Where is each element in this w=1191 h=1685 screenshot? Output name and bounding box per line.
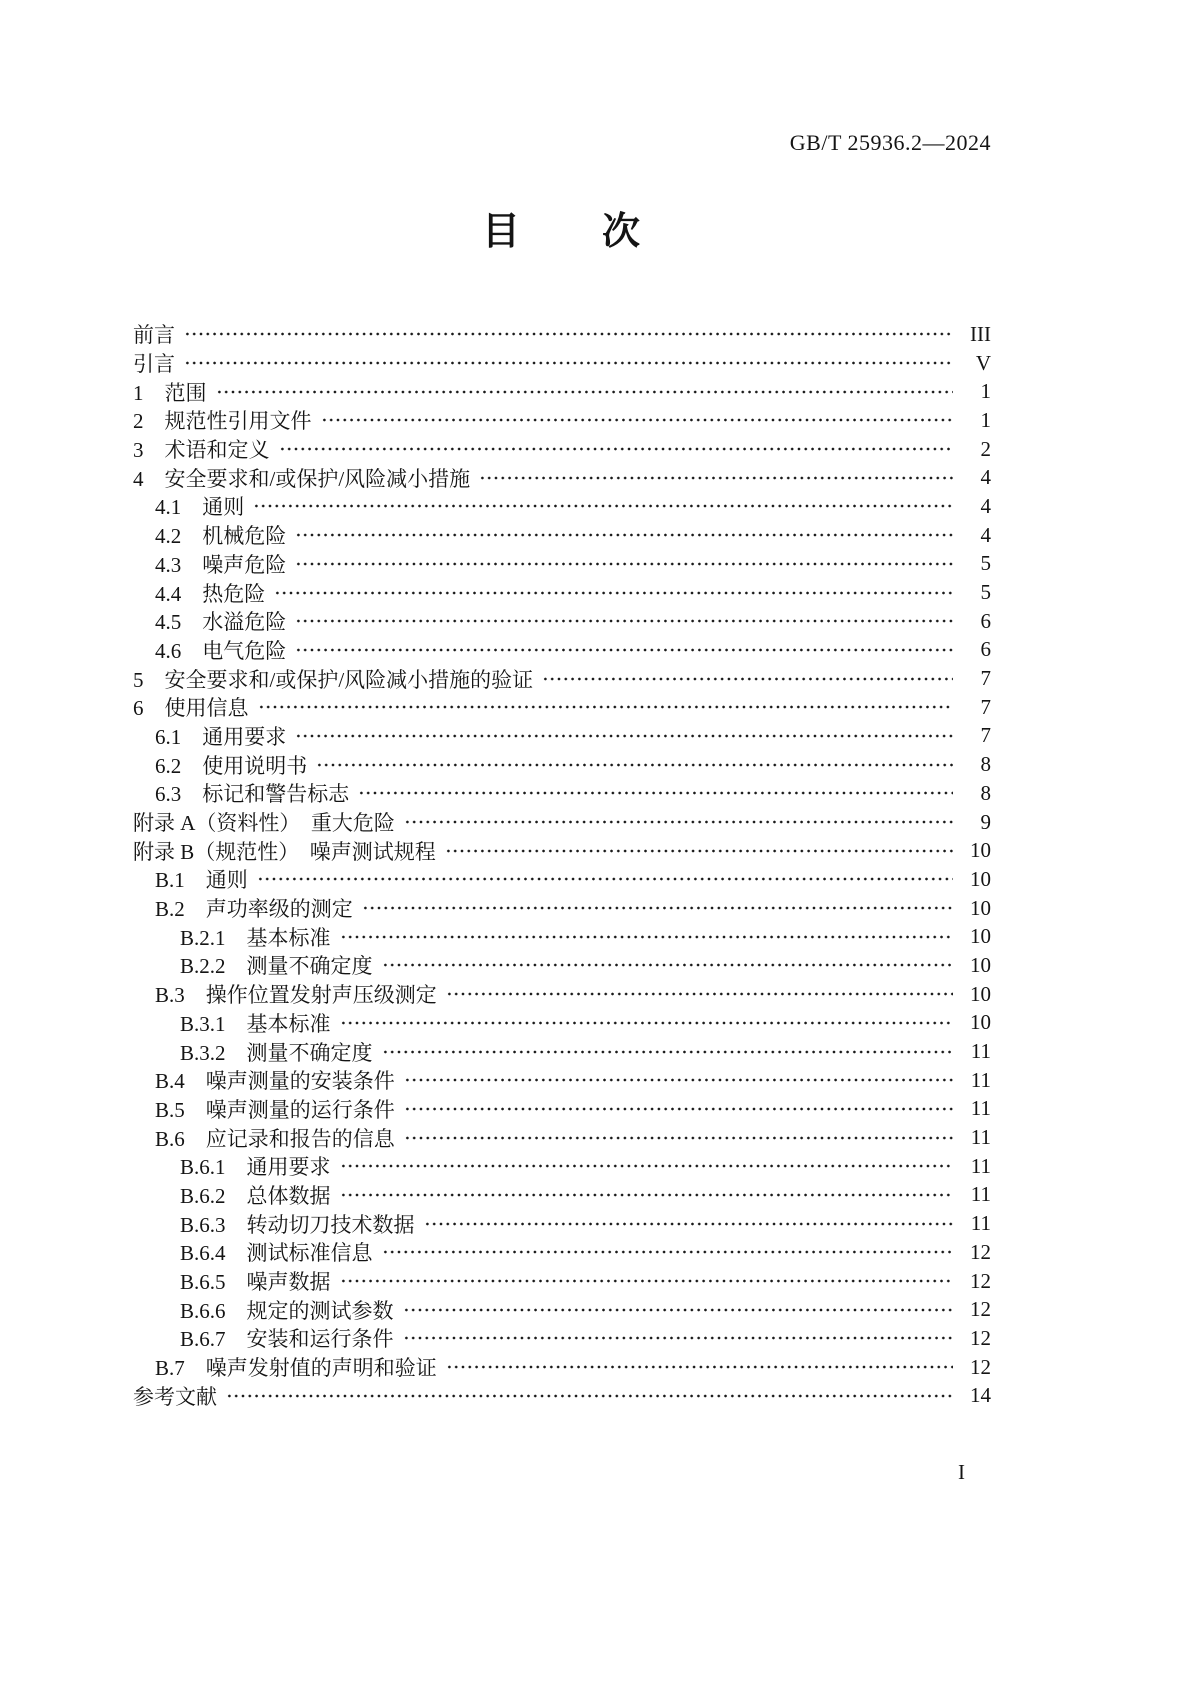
toc-entry-label: B.6.2 总体数据 bbox=[180, 1183, 331, 1208]
toc-dot-leader bbox=[295, 533, 953, 537]
toc-entry-label: B.6.3 转动切刀技术数据 bbox=[180, 1212, 415, 1237]
toc-entry bbox=[133, 779, 991, 808]
toc-entry-page: 12 bbox=[970, 1239, 991, 1264]
toc-entry-page: 10 bbox=[970, 895, 991, 920]
toc-dot-leader bbox=[382, 963, 953, 967]
toc-entry bbox=[133, 550, 991, 579]
toc-entry-label: 5 安全要求和/或保护/风险减小措施的验证 bbox=[133, 667, 534, 692]
toc-entry-label: B.2.2 测量不确定度 bbox=[180, 954, 373, 979]
toc-entry-page: 10 bbox=[970, 838, 991, 863]
toc-dot-leader bbox=[274, 591, 953, 595]
toc-entry-label: 参考文献 bbox=[133, 1384, 217, 1409]
toc-entry bbox=[133, 980, 991, 1009]
toc-entry-page: 9 bbox=[980, 809, 991, 834]
toc-dot-leader bbox=[253, 504, 953, 508]
toc-entry-label: B.2.1 基本标准 bbox=[180, 925, 331, 950]
toc-entry bbox=[133, 463, 991, 492]
toc-entry bbox=[133, 1324, 991, 1353]
toc-entry-page: 4 bbox=[980, 465, 991, 490]
toc-entry-label: 4.5 水溢危险 bbox=[155, 610, 287, 635]
toc-entry-label: 6.1 通用要求 bbox=[155, 724, 287, 749]
toc-dot-leader bbox=[404, 820, 953, 824]
toc-dot-leader bbox=[340, 1279, 953, 1283]
toc-entry-page: 5 bbox=[980, 551, 991, 576]
toc-entry-page: 8 bbox=[980, 752, 991, 777]
toc-entry bbox=[133, 894, 991, 923]
toc-entry-page: 11 bbox=[970, 1096, 991, 1121]
toc-entry-page: 11 bbox=[970, 1125, 991, 1150]
toc-entry-page: 11 bbox=[970, 1039, 991, 1064]
toc-dot-leader bbox=[445, 849, 953, 853]
toc-entry-label: 引言 bbox=[133, 352, 175, 377]
toc-entry-label: 1 范围 bbox=[133, 380, 207, 405]
toc-entry-label: 4.4 热危险 bbox=[155, 581, 266, 606]
toc-entry-label: 6.2 使用说明书 bbox=[155, 753, 308, 778]
toc-dot-leader bbox=[340, 1021, 953, 1025]
toc-entry bbox=[133, 1181, 991, 1210]
standard-number: GB/T 25936.2—2024 bbox=[789, 130, 991, 155]
toc-entry-page: V bbox=[975, 350, 991, 375]
toc-entry-page: 10 bbox=[970, 866, 991, 891]
toc-entry bbox=[133, 922, 991, 951]
toc-entry-label: 4.2 机械危险 bbox=[155, 524, 287, 549]
toc-entry bbox=[133, 1066, 991, 1095]
toc-entry bbox=[133, 1152, 991, 1181]
toc-entry bbox=[133, 664, 991, 693]
toc-entry bbox=[133, 1009, 991, 1038]
toc-dot-leader bbox=[403, 1336, 953, 1340]
toc-entry bbox=[133, 492, 991, 521]
toc-entry-label: 4.1 通则 bbox=[155, 495, 245, 520]
toc-dot-leader bbox=[316, 763, 953, 767]
toc-entry-page: 7 bbox=[980, 666, 991, 691]
toc-dot-leader bbox=[446, 1365, 953, 1369]
toc-entry-label: 4.3 噪声危险 bbox=[155, 552, 287, 577]
toc-dot-leader bbox=[424, 1222, 953, 1226]
toc-entry bbox=[133, 377, 991, 406]
toc-entry-label: B.3 操作位置发射声压级测定 bbox=[155, 983, 437, 1008]
toc-dot-leader bbox=[362, 906, 953, 910]
toc-dot-leader bbox=[404, 1078, 953, 1082]
toc-dot-leader bbox=[382, 1250, 953, 1254]
toc-entry-page: 8 bbox=[980, 780, 991, 805]
toc-entry-label: 附录 A（资料性） 重大危险 bbox=[133, 811, 395, 836]
toc-entry-page: 12 bbox=[970, 1354, 991, 1379]
toc-entry-label: B.2 声功率级的测定 bbox=[155, 897, 353, 922]
toc-entry-page: 4 bbox=[980, 493, 991, 518]
toc-entry bbox=[133, 636, 991, 665]
toc-list bbox=[133, 320, 991, 1410]
toc-dot-leader bbox=[184, 332, 953, 336]
toc-entry bbox=[133, 1353, 991, 1382]
toc-dot-leader bbox=[295, 619, 953, 623]
toc-dot-leader bbox=[295, 648, 953, 652]
toc-title: 目 次 bbox=[481, 211, 642, 253]
footer-page-number: I bbox=[958, 1460, 965, 1484]
toc-entry bbox=[133, 1209, 991, 1238]
toc-entry-label: 6 使用信息 bbox=[133, 696, 249, 721]
toc-entry-page: 11 bbox=[970, 1211, 991, 1236]
toc-entry bbox=[133, 693, 991, 722]
toc-entry-page: 10 bbox=[970, 924, 991, 949]
toc-entry-label: 附录 B（规范性） 噪声测试规程 bbox=[133, 839, 436, 864]
toc-entry-label: B.6 应记录和报告的信息 bbox=[155, 1126, 395, 1151]
toc-entry-page: 7 bbox=[980, 694, 991, 719]
toc-dot-leader bbox=[358, 791, 953, 795]
toc-entry bbox=[133, 1238, 991, 1267]
toc-entry bbox=[133, 607, 991, 636]
toc-entry bbox=[133, 1267, 991, 1296]
toc-entry-page: 10 bbox=[970, 1010, 991, 1035]
toc-entry-page: 10 bbox=[970, 952, 991, 977]
toc-entry-page: 5 bbox=[980, 580, 991, 605]
toc-entry bbox=[133, 865, 991, 894]
toc-entry-page: 7 bbox=[980, 723, 991, 748]
toc-entry bbox=[133, 435, 991, 464]
toc-entry-page: 12 bbox=[970, 1268, 991, 1293]
toc-entry-label: 6.3 标记和警告标志 bbox=[155, 782, 350, 807]
toc-dot-leader bbox=[382, 1050, 953, 1054]
toc-dot-leader bbox=[295, 734, 953, 738]
toc-entry-label: B.3.2 测量不确定度 bbox=[180, 1040, 373, 1065]
toc-entry bbox=[133, 578, 991, 607]
toc-entry bbox=[133, 722, 991, 751]
toc-entry-page: 1 bbox=[980, 407, 991, 432]
toc-entry bbox=[133, 349, 991, 378]
toc-dot-leader bbox=[340, 1164, 953, 1168]
toc-entry-label: 4.6 电气危险 bbox=[155, 638, 287, 663]
toc-entry-page: 6 bbox=[980, 637, 991, 662]
toc-dot-leader bbox=[446, 992, 953, 996]
toc-entry bbox=[133, 1381, 991, 1410]
toc-entry bbox=[133, 320, 991, 349]
toc-dot-leader bbox=[479, 476, 953, 480]
toc-entry-label: 3 术语和定义 bbox=[133, 438, 270, 463]
toc-entry-page: 10 bbox=[970, 981, 991, 1006]
toc-entry bbox=[133, 406, 991, 435]
toc-entry-label: B.6.7 安装和运行条件 bbox=[180, 1327, 394, 1352]
toc-dot-leader bbox=[321, 418, 954, 422]
toc-entry-page: 6 bbox=[980, 608, 991, 633]
toc-entry-page: III bbox=[970, 321, 991, 346]
toc-entry-page: 11 bbox=[970, 1067, 991, 1092]
toc-entry-page: 14 bbox=[970, 1383, 991, 1408]
toc-entry-label: 2 规范性引用文件 bbox=[133, 409, 312, 434]
toc-dot-leader bbox=[258, 705, 954, 709]
toc-dot-leader bbox=[216, 390, 954, 394]
toc-entry-page: 1 bbox=[980, 379, 991, 404]
toc-entry-label: B.6.5 噪声数据 bbox=[180, 1270, 331, 1295]
toc-entry-page: 12 bbox=[970, 1325, 991, 1350]
toc-dot-leader bbox=[295, 562, 953, 566]
toc-entry-label: B.6.6 规定的测试参数 bbox=[180, 1298, 394, 1323]
toc-dot-leader bbox=[542, 677, 953, 681]
toc-dot-leader bbox=[226, 1394, 953, 1398]
toc-entry-page: 4 bbox=[980, 522, 991, 547]
toc-entry bbox=[133, 808, 991, 837]
toc-dot-leader bbox=[257, 877, 953, 881]
toc-dot-leader bbox=[404, 1136, 953, 1140]
toc-entry-page: 11 bbox=[970, 1153, 991, 1178]
toc-entry-label: B.7 噪声发射值的声明和验证 bbox=[155, 1356, 437, 1381]
toc-entry-page: 11 bbox=[970, 1182, 991, 1207]
toc-entry bbox=[133, 1123, 991, 1152]
toc-dot-leader bbox=[184, 361, 953, 365]
toc-dot-leader bbox=[279, 447, 954, 451]
toc-entry bbox=[133, 750, 991, 779]
toc-dot-leader bbox=[404, 1107, 953, 1111]
toc-dot-leader bbox=[340, 1193, 953, 1197]
toc-entry bbox=[133, 521, 991, 550]
toc-entry-label: B.6.4 测试标准信息 bbox=[180, 1241, 373, 1266]
toc-entry-label: 4 安全要求和/或保护/风险减小措施 bbox=[133, 466, 471, 491]
toc-entry bbox=[133, 1295, 991, 1324]
toc-entry-label: B.3.1 基本标准 bbox=[180, 1011, 331, 1036]
toc-entry-label: B.6.1 通用要求 bbox=[180, 1155, 331, 1180]
toc-entry bbox=[133, 1095, 991, 1124]
toc-entry-label: B.1 通则 bbox=[155, 868, 248, 893]
toc-entry-label: B.5 噪声测量的运行条件 bbox=[155, 1097, 395, 1122]
toc-entry bbox=[133, 836, 991, 865]
toc-dot-leader bbox=[403, 1308, 953, 1312]
toc-entry bbox=[133, 951, 991, 980]
toc-dot-leader bbox=[340, 935, 953, 939]
toc-entry-label: B.4 噪声测量的安装条件 bbox=[155, 1069, 395, 1094]
toc-entry-page: 12 bbox=[970, 1297, 991, 1322]
toc-entry bbox=[133, 1037, 991, 1066]
toc-entry-page: 2 bbox=[980, 436, 991, 461]
toc-entry-label: 前言 bbox=[133, 323, 175, 348]
